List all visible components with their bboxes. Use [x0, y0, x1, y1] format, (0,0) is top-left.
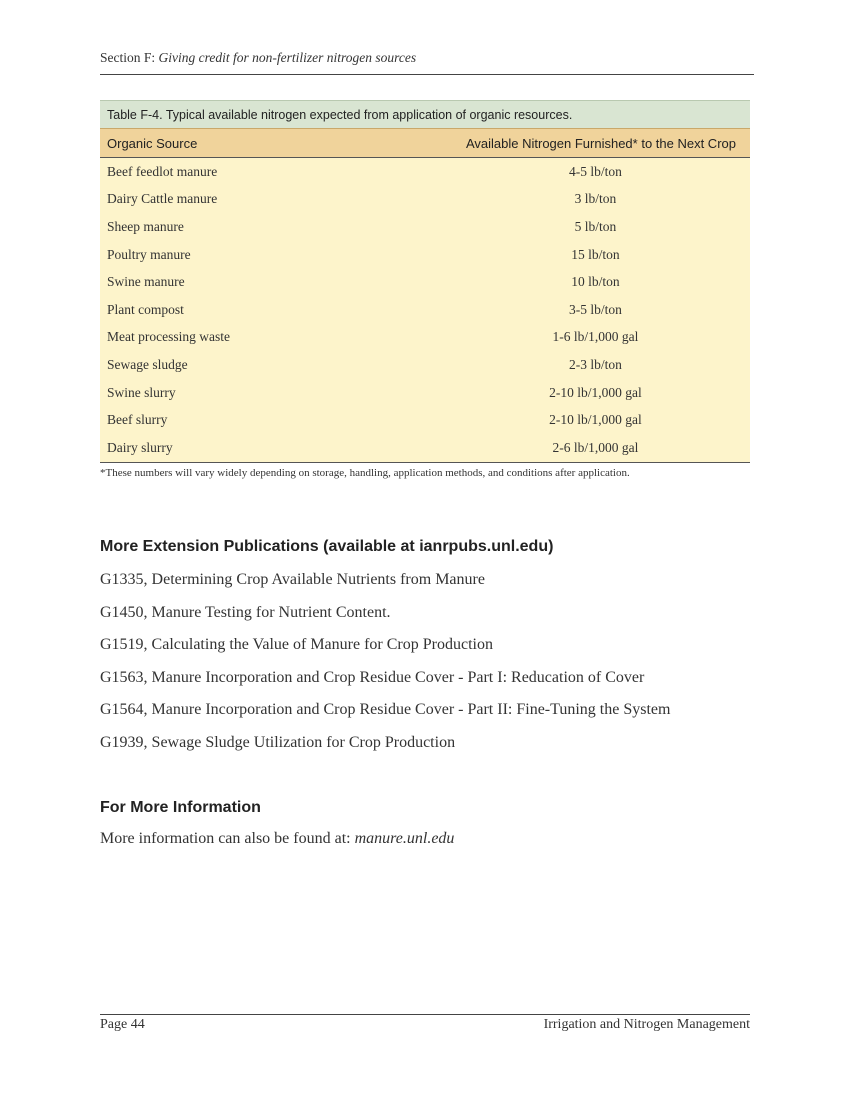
- table-row: [100, 434, 750, 462]
- publication-item: G1450, Manure Testing for Nutrient Content.: [100, 603, 391, 621]
- table-row: [100, 379, 750, 407]
- nitrogen-value-cell: 5 lb/ton: [308, 213, 750, 241]
- column-header-nitrogen: Available Nitrogen Furnished* to the Next Crop: [308, 129, 750, 158]
- document-title: Irrigation and Nitrogen Management: [543, 1017, 750, 1032]
- nitrogen-value-cell: 2-6 lb/1,000 gal: [308, 434, 750, 462]
- organic-source-cell: Meat processing waste: [100, 324, 308, 352]
- table-row: [100, 296, 750, 324]
- organic-source-cell: Beef feedlot manure: [100, 158, 308, 186]
- nitrogen-value-cell: 10 lb/ton: [308, 268, 750, 296]
- nitrogen-value-cell: 2-10 lb/1,000 gal: [308, 379, 750, 407]
- publication-item: G1563, Manure Incorporation and Crop Residue Cover - Part I: Reducation of Cover: [100, 668, 645, 686]
- section-title: Giving credit for non-fertilizer nitrogen sources: [158, 50, 417, 65]
- page-number: Page 44: [100, 1017, 145, 1032]
- section-label: Section F:: [100, 50, 156, 65]
- publication-item: G1519, Calculating the Value of Manure for Crop Production: [100, 636, 493, 654]
- publication-item: G1335, Determining Crop Available Nutrients from Manure: [100, 571, 485, 588]
- publications-list: [100, 568, 670, 764]
- organic-source-cell: Sewage sludge: [100, 351, 308, 379]
- table-row: [100, 351, 750, 379]
- page-footer: [100, 1014, 750, 1033]
- nitrogen-value-cell: 2-3 lb/ton: [308, 351, 750, 379]
- nitrogen-value-cell: 1-6 lb/1,000 gal: [308, 324, 750, 352]
- table-row: [100, 158, 750, 186]
- table-caption: Table F-4. Typical available nitrogen expected from application of organic resources.: [100, 101, 750, 129]
- running-header: [100, 50, 754, 75]
- nitrogen-value-cell: 4-5 lb/ton: [308, 158, 750, 186]
- nitrogen-value-cell: 15 lb/ton: [308, 241, 750, 269]
- more-info-prefix: More information can also be found at:: [100, 830, 355, 847]
- organic-source-cell: Poultry manure: [100, 241, 308, 269]
- organic-source-cell: Dairy slurry: [100, 434, 308, 462]
- organic-source-cell: Swine manure: [100, 268, 308, 296]
- more-info-text: [100, 830, 454, 848]
- organic-source-cell: Beef slurry: [100, 406, 308, 434]
- nitrogen-table: [100, 100, 750, 463]
- organic-source-cell: Sheep manure: [100, 213, 308, 241]
- publication-item: G1939, Sewage Sludge Utilization for Crop Production: [100, 733, 456, 751]
- table-body: [100, 158, 750, 463]
- organic-source-cell: Swine slurry: [100, 379, 308, 407]
- organic-source-cell: Dairy Cattle manure: [100, 186, 308, 214]
- nitrogen-value-cell: 2-10 lb/1,000 gal: [308, 406, 750, 434]
- more-info-heading: For More Information: [100, 799, 261, 816]
- table-row: [100, 268, 750, 296]
- table-row: [100, 406, 750, 434]
- table-row: [100, 324, 750, 352]
- publication-item: G1564, Manure Incorporation and Crop Residue Cover - Part II: Fine-Tuning the System: [100, 701, 671, 719]
- table-row: [100, 241, 750, 269]
- table-footnote: *These numbers will vary widely depending on storage, handling, application methods, and conditions after application.: [100, 467, 630, 479]
- table-row: [100, 186, 750, 214]
- manure-link[interactable]: manure.unl.edu: [354, 830, 455, 847]
- publications-heading: More Extension Publications (available at ianrpubs.unl.edu): [100, 538, 554, 555]
- column-header-source: Organic Source: [100, 129, 308, 158]
- nitrogen-value-cell: 3 lb/ton: [308, 186, 750, 214]
- table-row: [100, 213, 750, 241]
- organic-source-cell: Plant compost: [100, 296, 308, 324]
- nitrogen-value-cell: 3-5 lb/ton: [308, 296, 750, 324]
